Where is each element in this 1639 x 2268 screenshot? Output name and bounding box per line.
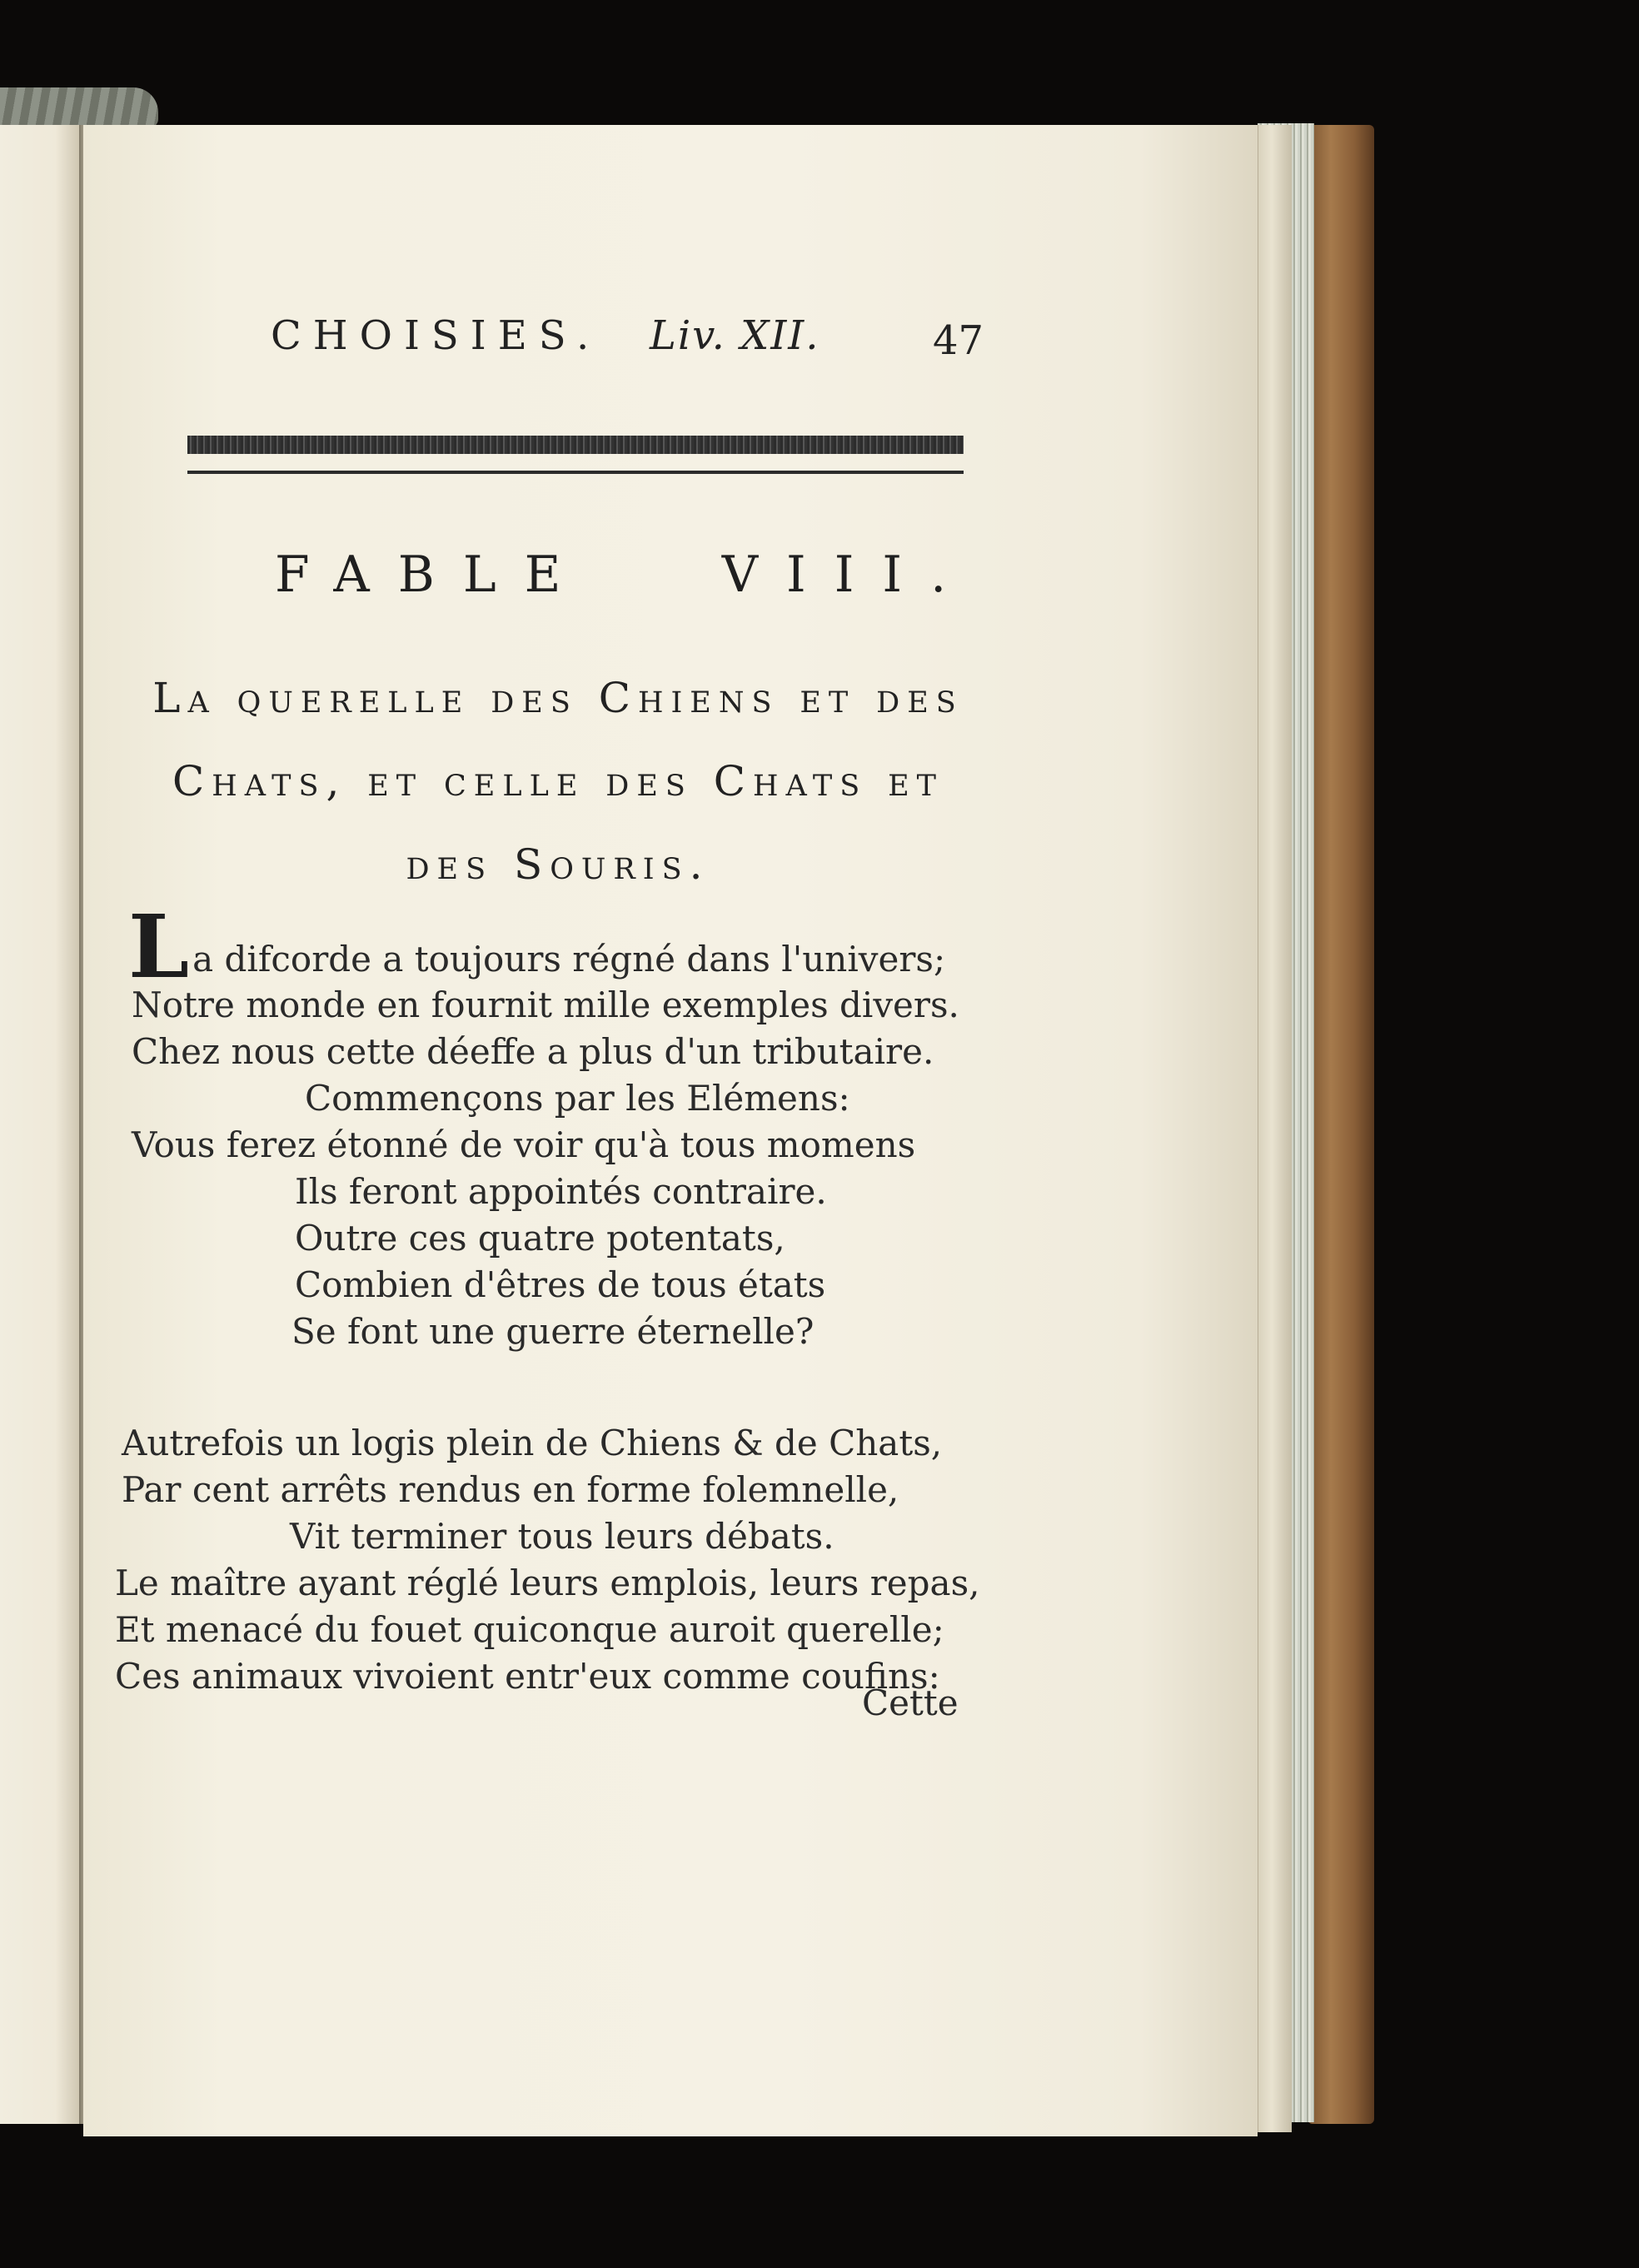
- verse-line: [115, 895, 989, 998]
- left-page-edge: [0, 125, 81, 2124]
- verse-line: Ces animaux vivoient entr'eux comme coufins:: [115, 1656, 940, 1697]
- verse-line-text: a difcorde a toujours régné dans l'univers;: [192, 939, 946, 979]
- verse-line: Et menacé du fouet quiconque auroit querelle;: [115, 1609, 944, 1650]
- page-number: 47: [933, 317, 984, 364]
- verse-line: Combien d'êtres de tous états: [295, 1264, 826, 1305]
- subtitle-line: La querelle des Chiens et des: [152, 674, 964, 722]
- verse-line: Le maître ayant réglé leurs emplois, leurs repas,: [115, 1563, 980, 1603]
- verse-line: Se font une guerre éternelle?: [291, 1311, 815, 1352]
- verse-line: Vit terminer tous leurs débats.: [290, 1516, 834, 1557]
- stanza-gap: [115, 1355, 989, 1420]
- verse-line: Ils feront appointés contraire.: [295, 1171, 827, 1212]
- book-number: Liv. XII.: [650, 312, 820, 359]
- book-cover: [1308, 125, 1374, 2124]
- thin-rule: [187, 471, 964, 474]
- catchword: Cette: [862, 1682, 959, 1723]
- verse-line: Chez nous cette déeffe a plus d'un tributaire.: [132, 1031, 934, 1072]
- fable-title: FABLE VIII.: [275, 546, 975, 604]
- running-header: [271, 312, 987, 379]
- subtitle-line: Chats, et celle des Chats et: [172, 757, 944, 805]
- ornamental-rule: [187, 436, 964, 454]
- verse-line: Outre ces quatre potentats,: [295, 1218, 785, 1259]
- drop-cap: L: [128, 895, 190, 998]
- page-fore-edge: [1258, 125, 1292, 2132]
- running-title: CHOISIES.: [271, 312, 601, 359]
- subtitle-line: des Souris.: [406, 840, 710, 889]
- verse-line: Vous ferez étonné de voir qu'à tous momens: [132, 1124, 916, 1165]
- fable-subtitle: [125, 656, 991, 906]
- verse-line: Autrefois un logis plein de Chiens & de Chats,: [122, 1423, 943, 1463]
- verse-text: [115, 895, 989, 1700]
- verse-line: Par cent arrêts rendus en forme folemnelle,: [122, 1469, 899, 1510]
- verse-line: Notre monde en fournit mille exemples divers.: [132, 984, 959, 1025]
- headband: [0, 87, 158, 127]
- verse-line: Commençons par les Elémens:: [305, 1078, 850, 1119]
